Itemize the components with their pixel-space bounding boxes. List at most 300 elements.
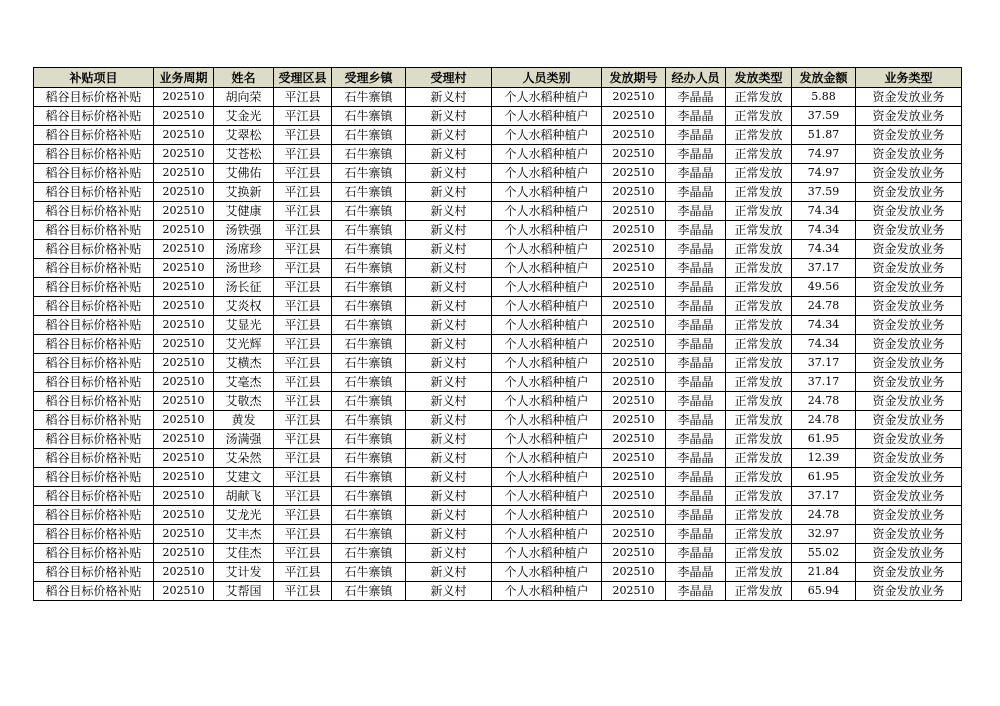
table-cell: 37.59 [792,107,856,126]
table-cell: 202510 [602,240,666,259]
table-cell: 稻谷目标价格补贴 [34,164,154,183]
table-cell: 新义村 [406,335,492,354]
table-cell: 稻谷目标价格补贴 [34,373,154,392]
table-cell: 李晶晶 [666,278,726,297]
table-cell: 李晶晶 [666,468,726,487]
table-cell: 202510 [154,126,214,145]
table-cell: 李晶晶 [666,183,726,202]
table-cell: 石牛寨镇 [332,164,406,183]
table-cell: 正常发放 [726,297,792,316]
table-cell: 石牛寨镇 [332,506,406,525]
table-cell: 202510 [602,449,666,468]
table-cell: 艾佳杰 [214,544,274,563]
table-cell: 202510 [154,240,214,259]
table-cell: 平江县 [274,506,332,525]
table-cell: 新义村 [406,107,492,126]
table-cell: 艾换新 [214,183,274,202]
table-cell: 37.17 [792,373,856,392]
table-cell: 稻谷目标价格补贴 [34,240,154,259]
table-cell: 石牛寨镇 [332,259,406,278]
table-cell: 37.17 [792,354,856,373]
table-cell: 艾敬杰 [214,392,274,411]
table-row [34,411,962,430]
table-cell: 个人水稻种植户 [492,411,602,430]
table-cell: 202510 [602,506,666,525]
table-row [34,164,962,183]
table-cell: 资金发放业务 [856,411,962,430]
table-cell: 石牛寨镇 [332,582,406,601]
table-cell: 艾朵然 [214,449,274,468]
table-cell: 艾金光 [214,107,274,126]
table-cell: 李晶晶 [666,411,726,430]
table-cell: 黄发 [214,411,274,430]
table-cell: 202510 [602,316,666,335]
table-cell: 平江县 [274,278,332,297]
table-cell: 74.34 [792,221,856,240]
table-cell: 202510 [154,525,214,544]
table-cell: 新义村 [406,582,492,601]
table-cell: 202510 [602,411,666,430]
table-cell: 新义村 [406,278,492,297]
table-row [34,107,962,126]
table-cell: 51.87 [792,126,856,145]
table-cell: 汤世珍 [214,259,274,278]
table-cell: 正常发放 [726,563,792,582]
table-cell: 新义村 [406,88,492,107]
table-cell: 正常发放 [726,525,792,544]
table-row [34,240,962,259]
subsidy-table [33,67,962,601]
table-cell: 202510 [602,468,666,487]
table-cell: 37.59 [792,183,856,202]
table-cell: 个人水稻种植户 [492,202,602,221]
table-cell: 汤铁强 [214,221,274,240]
table-cell: 平江县 [274,335,332,354]
table-row [34,392,962,411]
table-cell: 正常发放 [726,392,792,411]
table-cell: 平江县 [274,126,332,145]
table-cell: 个人水稻种植户 [492,392,602,411]
table-cell: 新义村 [406,373,492,392]
table-cell: 李晶晶 [666,316,726,335]
table-cell: 艾翠松 [214,126,274,145]
table-cell: 新义村 [406,430,492,449]
table-cell: 202510 [602,88,666,107]
column-header: 业务周期 [154,68,214,88]
table-cell: 202510 [602,183,666,202]
table-cell: 稻谷目标价格补贴 [34,221,154,240]
table-cell: 李晶晶 [666,449,726,468]
table-cell: 汤席珍 [214,240,274,259]
table-row [34,335,962,354]
table-cell: 平江县 [274,164,332,183]
table-cell: 61.95 [792,430,856,449]
table-cell: 稻谷目标价格补贴 [34,525,154,544]
table-cell: 平江县 [274,525,332,544]
table-row [34,221,962,240]
column-header: 受理区县 [274,68,332,88]
table-cell: 个人水稻种植户 [492,582,602,601]
table-cell: 李晶晶 [666,525,726,544]
table-row [34,126,962,145]
table-cell: 稻谷目标价格补贴 [34,88,154,107]
table-row [34,563,962,582]
table-cell: 61.95 [792,468,856,487]
table-cell: 202510 [602,126,666,145]
table-cell: 稻谷目标价格补贴 [34,335,154,354]
table-cell: 202510 [154,278,214,297]
table-cell: 石牛寨镇 [332,487,406,506]
table-cell: 个人水稻种植户 [492,164,602,183]
table-cell: 202510 [602,525,666,544]
table-cell: 石牛寨镇 [332,335,406,354]
table-cell: 5.88 [792,88,856,107]
table-cell: 平江县 [274,297,332,316]
header-row [34,68,962,88]
table-cell: 艾光辉 [214,335,274,354]
table-cell: 资金发放业务 [856,525,962,544]
table-cell: 稻谷目标价格补贴 [34,126,154,145]
table-cell: 202510 [154,468,214,487]
table-cell: 稻谷目标价格补贴 [34,354,154,373]
table-cell: 资金发放业务 [856,487,962,506]
table-cell: 平江县 [274,563,332,582]
table-cell: 资金发放业务 [856,202,962,221]
table-cell: 个人水稻种植户 [492,335,602,354]
table-cell: 资金发放业务 [856,126,962,145]
table-cell: 平江县 [274,392,332,411]
table-cell: 正常发放 [726,354,792,373]
table-cell: 202510 [154,183,214,202]
table-cell: 正常发放 [726,582,792,601]
table-cell: 石牛寨镇 [332,145,406,164]
table-cell: 稻谷目标价格补贴 [34,392,154,411]
table-cell: 202510 [602,563,666,582]
table-cell: 稻谷目标价格补贴 [34,487,154,506]
table-cell: 平江县 [274,145,332,164]
table-cell: 个人水稻种植户 [492,506,602,525]
table-cell: 正常发放 [726,316,792,335]
table-row [34,297,962,316]
table-cell: 正常发放 [726,145,792,164]
table-cell: 艾建文 [214,468,274,487]
table-row [34,202,962,221]
table-cell: 石牛寨镇 [332,297,406,316]
table-cell: 稻谷目标价格补贴 [34,582,154,601]
table-cell: 稻谷目标价格补贴 [34,278,154,297]
table-cell: 202510 [602,107,666,126]
table-cell: 202510 [154,297,214,316]
table-cell: 新义村 [406,202,492,221]
table-cell: 新义村 [406,316,492,335]
table-cell: 个人水稻种植户 [492,88,602,107]
table-cell: 李晶晶 [666,107,726,126]
table-cell: 艾丰杰 [214,525,274,544]
table-cell: 李晶晶 [666,126,726,145]
table-cell: 新义村 [406,259,492,278]
table-cell: 艾毫杰 [214,373,274,392]
table-cell: 平江县 [274,202,332,221]
table-cell: 正常发放 [726,240,792,259]
table-cell: 石牛寨镇 [332,525,406,544]
table-cell: 资金发放业务 [856,240,962,259]
table-row [34,278,962,297]
table-cell: 李晶晶 [666,430,726,449]
table-cell: 稻谷目标价格补贴 [34,259,154,278]
table-cell: 平江县 [274,88,332,107]
table-cell: 新义村 [406,392,492,411]
table-cell: 202510 [154,88,214,107]
table-cell: 艾龙光 [214,506,274,525]
column-header: 人员类别 [492,68,602,88]
table-cell: 资金发放业务 [856,107,962,126]
table-cell: 202510 [154,411,214,430]
table-row [34,183,962,202]
table-row [34,145,962,164]
table-cell: 平江县 [274,411,332,430]
table-cell: 24.78 [792,297,856,316]
table-row [34,582,962,601]
table-cell: 新义村 [406,126,492,145]
table-cell: 202510 [154,164,214,183]
table-cell: 艾炎权 [214,297,274,316]
table-cell: 正常发放 [726,487,792,506]
table-cell: 正常发放 [726,506,792,525]
table-cell: 资金发放业务 [856,316,962,335]
table-cell: 65.94 [792,582,856,601]
table-cell: 李晶晶 [666,582,726,601]
table-cell: 202510 [154,316,214,335]
table-cell: 汤长征 [214,278,274,297]
table-cell: 202510 [154,145,214,164]
table-cell: 202510 [154,392,214,411]
table-cell: 资金发放业务 [856,373,962,392]
table-cell: 石牛寨镇 [332,221,406,240]
table-row [34,544,962,563]
table-cell: 稻谷目标价格补贴 [34,145,154,164]
table-cell: 个人水稻种植户 [492,183,602,202]
table-cell: 个人水稻种植户 [492,430,602,449]
table-cell: 李晶晶 [666,354,726,373]
column-header: 受理乡镇 [332,68,406,88]
table-row [34,259,962,278]
table-cell: 李晶晶 [666,373,726,392]
table-cell: 202510 [154,582,214,601]
table-cell: 资金发放业务 [856,145,962,164]
table-cell: 石牛寨镇 [332,392,406,411]
table-cell: 李晶晶 [666,297,726,316]
table-cell: 稻谷目标价格补贴 [34,316,154,335]
table-row [34,430,962,449]
table-cell: 艾健康 [214,202,274,221]
table-row [34,88,962,107]
table-cell: 个人水稻种植户 [492,240,602,259]
table-cell: 正常发放 [726,373,792,392]
table-cell: 李晶晶 [666,221,726,240]
table-cell: 202510 [154,449,214,468]
table-cell: 稻谷目标价格补贴 [34,202,154,221]
table-cell: 202510 [602,582,666,601]
table-cell: 202510 [154,506,214,525]
table-cell: 74.34 [792,202,856,221]
table-cell: 石牛寨镇 [332,183,406,202]
table-cell: 李晶晶 [666,544,726,563]
table-cell: 资金发放业务 [856,335,962,354]
table-cell: 74.34 [792,335,856,354]
table-cell: 正常发放 [726,335,792,354]
table-cell: 202510 [602,430,666,449]
table-cell: 平江县 [274,259,332,278]
table-cell: 个人水稻种植户 [492,316,602,335]
table-row [34,468,962,487]
table-cell: 艾苍松 [214,145,274,164]
table-cell: 石牛寨镇 [332,563,406,582]
table-row [34,316,962,335]
table-cell: 平江县 [274,487,332,506]
table-cell: 个人水稻种植户 [492,278,602,297]
table-cell: 202510 [602,354,666,373]
table-cell: 24.78 [792,392,856,411]
table-cell: 新义村 [406,411,492,430]
column-header: 受理村 [406,68,492,88]
table-cell: 艾计发 [214,563,274,582]
table-cell: 202510 [602,259,666,278]
table-cell: 稻谷目标价格补贴 [34,411,154,430]
table-cell: 石牛寨镇 [332,202,406,221]
table-cell: 稻谷目标价格补贴 [34,107,154,126]
column-header: 业务类型 [856,68,962,88]
table-cell: 石牛寨镇 [332,468,406,487]
table-cell: 202510 [154,563,214,582]
table-cell: 个人水稻种植户 [492,221,602,240]
table-cell: 个人水稻种植户 [492,487,602,506]
table-cell: 石牛寨镇 [332,316,406,335]
table-cell: 胡向荣 [214,88,274,107]
table-cell: 李晶晶 [666,259,726,278]
table-cell: 202510 [154,259,214,278]
table-cell: 正常发放 [726,278,792,297]
table-cell: 平江县 [274,107,332,126]
table-cell: 24.78 [792,506,856,525]
table-cell: 32.97 [792,525,856,544]
table-cell: 石牛寨镇 [332,430,406,449]
table-cell: 新义村 [406,164,492,183]
table-cell: 石牛寨镇 [332,449,406,468]
table-cell: 资金发放业务 [856,164,962,183]
table-cell: 新义村 [406,240,492,259]
table-cell: 正常发放 [726,126,792,145]
table-cell: 正常发放 [726,183,792,202]
table-cell: 74.34 [792,240,856,259]
table-cell: 74.97 [792,164,856,183]
table-cell: 李晶晶 [666,88,726,107]
table-cell: 平江县 [274,316,332,335]
table-cell: 正常发放 [726,468,792,487]
table-cell: 24.78 [792,411,856,430]
table-cell: 李晶晶 [666,506,726,525]
table-cell: 石牛寨镇 [332,107,406,126]
table-cell: 平江县 [274,240,332,259]
table-cell: 艾佛佑 [214,164,274,183]
table-cell: 资金发放业务 [856,563,962,582]
table-cell: 李晶晶 [666,487,726,506]
table-cell: 202510 [602,335,666,354]
table-cell: 个人水稻种植户 [492,449,602,468]
table-cell: 稻谷目标价格补贴 [34,183,154,202]
table-cell: 稻谷目标价格补贴 [34,506,154,525]
table-cell: 资金发放业务 [856,392,962,411]
table-cell: 平江县 [274,430,332,449]
table-cell: 艾横杰 [214,354,274,373]
table-cell: 平江县 [274,449,332,468]
table-cell: 平江县 [274,544,332,563]
table-cell: 202510 [602,392,666,411]
table-cell: 胡献飞 [214,487,274,506]
table-cell: 正常发放 [726,259,792,278]
table-cell: 平江县 [274,354,332,373]
table-cell: 汤满强 [214,430,274,449]
table-cell: 202510 [602,297,666,316]
table-cell: 稻谷目标价格补贴 [34,544,154,563]
table-row [34,449,962,468]
column-header: 补贴项目 [34,68,154,88]
table-cell: 石牛寨镇 [332,544,406,563]
table-cell: 202510 [602,373,666,392]
table-cell: 202510 [154,487,214,506]
table-cell: 个人水稻种植户 [492,107,602,126]
table-row [34,487,962,506]
table-cell: 个人水稻种植户 [492,468,602,487]
table-cell: 202510 [154,430,214,449]
table-body [34,88,962,601]
table-cell: 新义村 [406,468,492,487]
table-cell: 石牛寨镇 [332,278,406,297]
table-cell: 202510 [154,373,214,392]
table-cell: 正常发放 [726,107,792,126]
table-cell: 平江县 [274,373,332,392]
table-cell: 新义村 [406,487,492,506]
table-cell: 新义村 [406,449,492,468]
table-cell: 李晶晶 [666,335,726,354]
table-cell: 资金发放业务 [856,506,962,525]
table-cell: 49.56 [792,278,856,297]
table-cell: 74.34 [792,316,856,335]
table-cell: 资金发放业务 [856,354,962,373]
table-cell: 202510 [602,487,666,506]
table-cell: 资金发放业务 [856,278,962,297]
table-cell: 202510 [602,164,666,183]
table-cell: 新义村 [406,506,492,525]
table-cell: 正常发放 [726,430,792,449]
table-cell: 202510 [602,221,666,240]
column-header: 发放类型 [726,68,792,88]
table-cell: 202510 [602,544,666,563]
table-cell: 新义村 [406,183,492,202]
table-cell: 55.02 [792,544,856,563]
table-cell: 平江县 [274,183,332,202]
table-row [34,373,962,392]
table-cell: 资金发放业务 [856,88,962,107]
table-cell: 12.39 [792,449,856,468]
table-cell: 202510 [602,202,666,221]
table-cell: 74.97 [792,145,856,164]
table-cell: 资金发放业务 [856,259,962,278]
table-cell: 资金发放业务 [856,449,962,468]
column-header: 姓名 [214,68,274,88]
table-cell: 平江县 [274,468,332,487]
table-cell: 正常发放 [726,411,792,430]
table-cell: 石牛寨镇 [332,411,406,430]
